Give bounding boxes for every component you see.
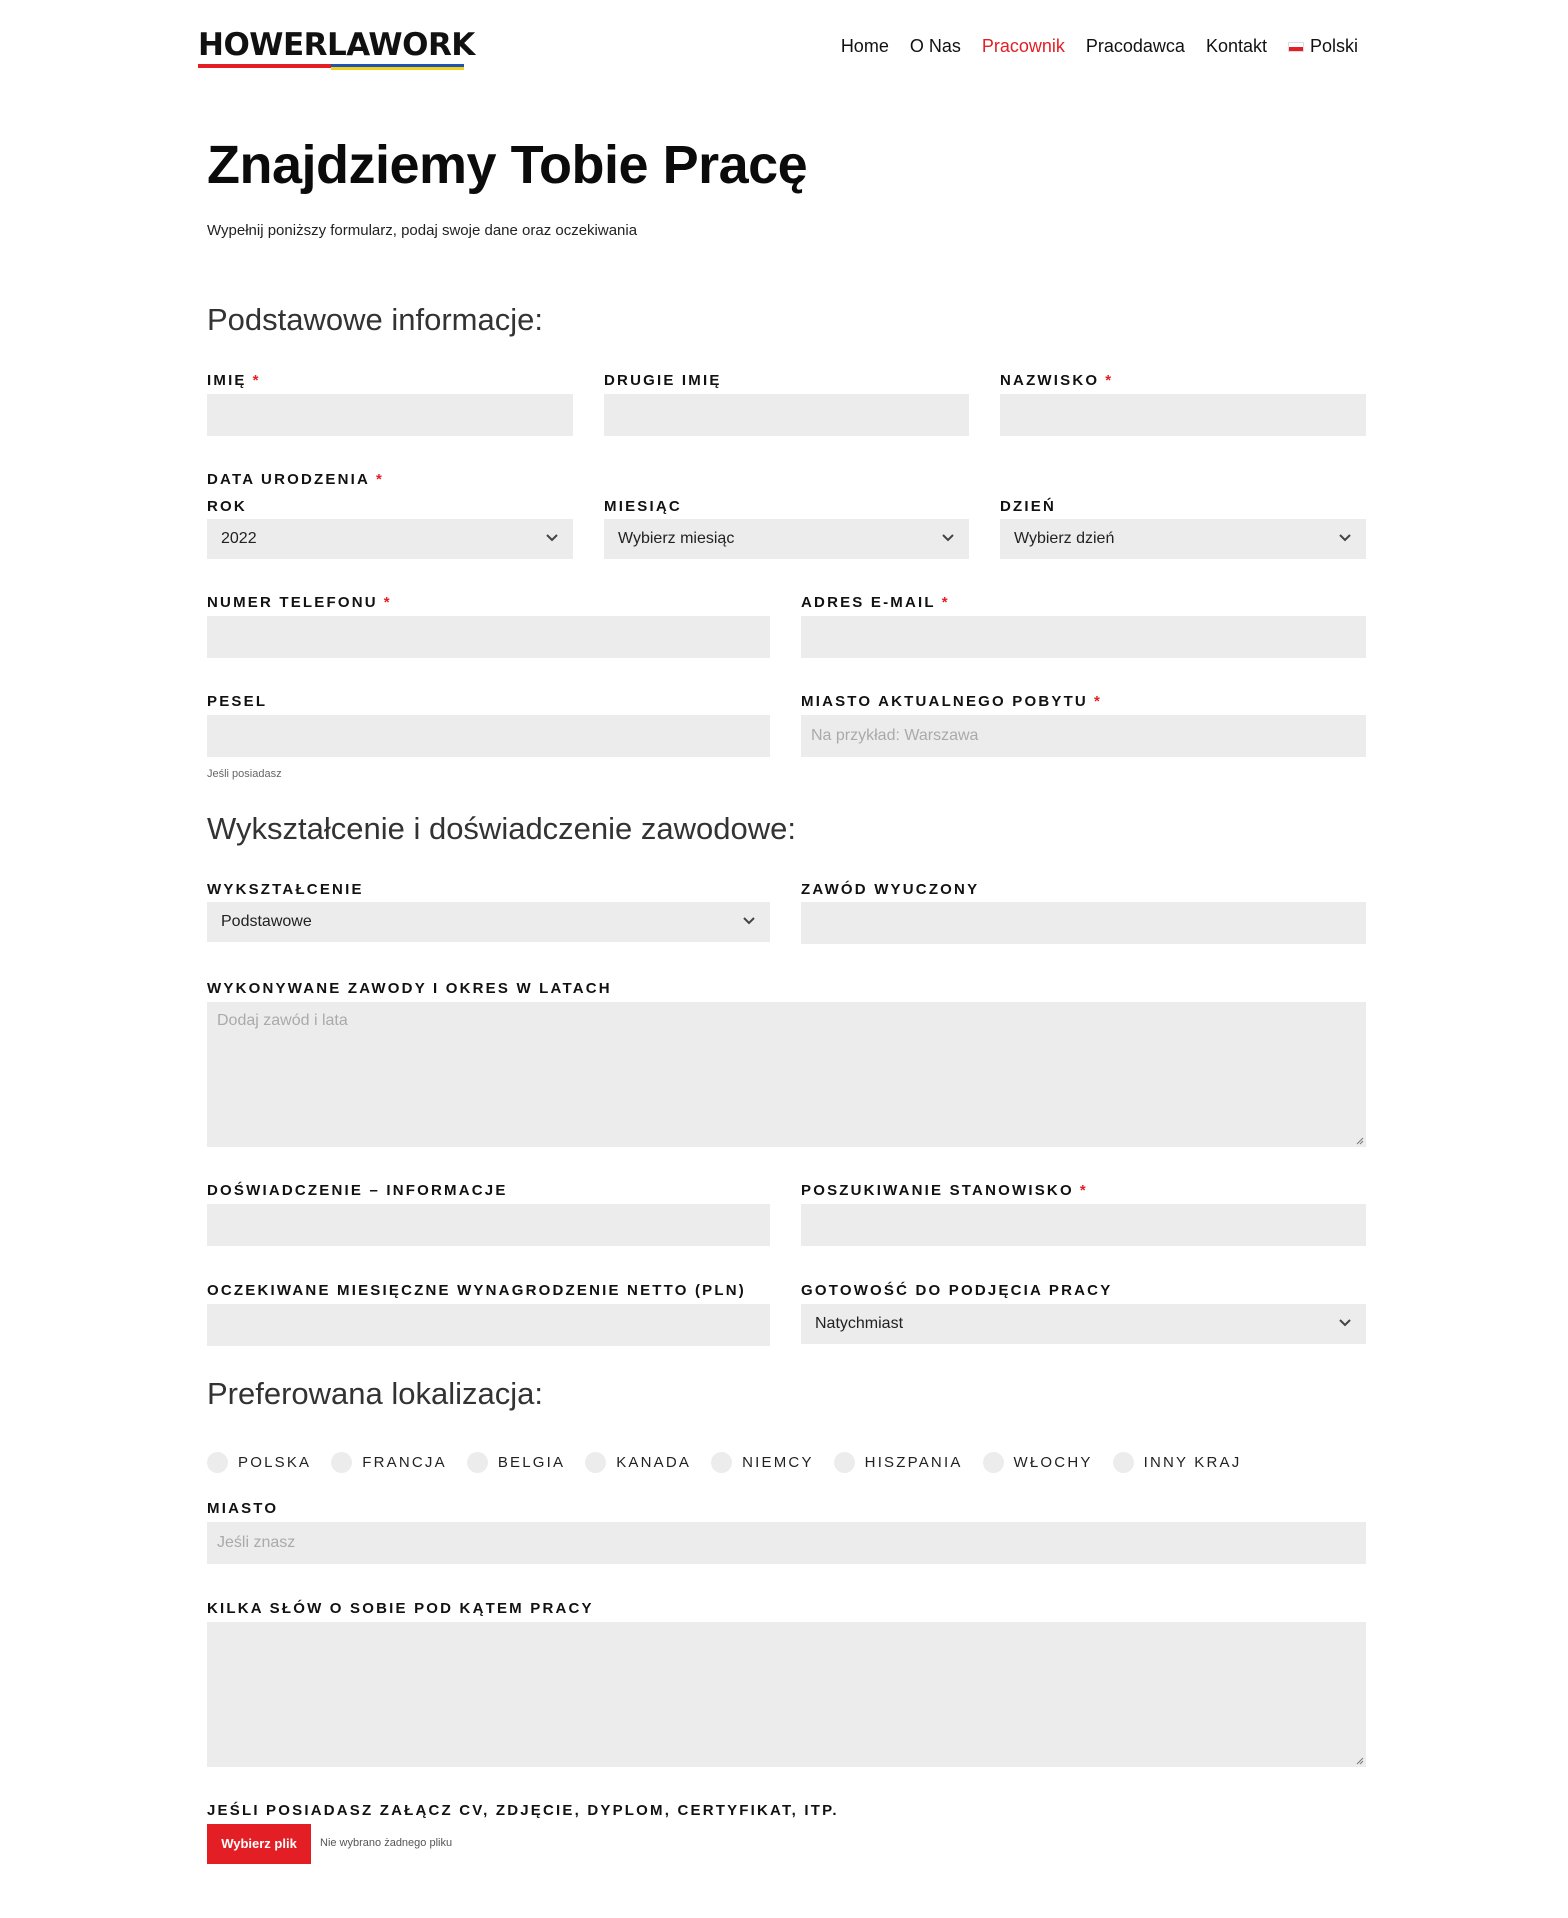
nav-o-nas[interactable]: O Nas [909,36,961,56]
year-label: ROK [207,498,247,515]
city-placeholder: Jeśli znasz [217,1534,296,1551]
radio-label: NIEMCY [742,1454,814,1471]
radio-button[interactable] [207,1452,228,1473]
radio-inny-kraj[interactable] [1113,1452,1242,1473]
phone-label-text: NUMER TELEFONU [207,594,378,611]
radio-button[interactable] [983,1452,1004,1473]
month-select[interactable] [604,519,969,559]
chevron-down-icon [1338,1316,1352,1330]
attach-label: JEŚLI POSIADASZ ZAŁĄCZ CV, ZDJĘCIE, DYPLOM, CERTYFIKAT, ITP. [207,1802,839,1819]
radio-belgia[interactable] [467,1452,565,1473]
pesel-hint: Jeśli posiadasz [207,768,282,780]
last-name-label-text: NAZWISKO [1000,372,1100,389]
radio-label: INNY KRAJ [1143,1454,1242,1471]
choose-file-button[interactable]: Wybierz plik [207,1824,311,1864]
current-city-label [801,693,1102,710]
radio-label: FRANCJA [362,1454,447,1471]
day-select[interactable] [1000,519,1366,559]
radio-button[interactable] [834,1452,855,1473]
radio-polska[interactable] [207,1452,311,1473]
logo-bar-red [198,64,331,68]
current-city-label-text: MIASTO AKTUALNEGO POBYTU [801,693,1088,710]
month-label: MIESIĄC [604,498,682,515]
nav-pracownik[interactable]: Pracownik [981,36,1065,56]
profession-label: ZAWÓD WYUCZONY [801,881,980,898]
profession-input[interactable] [801,902,1366,944]
readiness-select[interactable] [801,1304,1366,1344]
nav-language[interactable] [1288,36,1358,57]
radio-button[interactable] [467,1452,488,1473]
required-marker: * [1093,693,1103,710]
education-select[interactable] [207,902,770,942]
birth-date-label-text: DATA URODZENIA [207,471,371,488]
position-label-text: POSZUKIWANIE STANOWISKO [801,1182,1074,1199]
month-select-value: Wybierz miesiąc [618,530,735,547]
education-select-value: Podstawowe [221,913,312,930]
year-select-value: 2022 [221,530,257,547]
section-location-title: Preferowana lokalizacja: [207,1376,544,1411]
position-input[interactable] [801,1204,1366,1246]
first-name-input[interactable] [207,394,573,436]
chevron-down-icon [545,531,559,545]
radio-hiszpania[interactable] [834,1452,963,1473]
radio-label: POLSKA [238,1454,312,1471]
day-select-value: Wybierz dzień [1014,530,1115,547]
pesel-input[interactable] [207,715,770,757]
pesel-label: PESEL [207,693,268,710]
polish-flag-icon [1288,42,1304,52]
section-basic-title: Podstawowe informacje: [207,302,543,337]
year-select[interactable] [207,519,573,559]
readiness-select-value: Natychmiast [815,1315,904,1332]
nav-pracodawca[interactable]: Pracodawca [1085,36,1185,56]
page-subtitle: Wypełnij poniższy formularz, podaj swoje dane oraz oczekiwania [207,222,638,239]
day-label: DZIEŃ [1000,498,1056,515]
current-city-input[interactable] [801,715,1366,757]
radio-francja[interactable] [331,1452,447,1473]
logo[interactable] [198,26,475,70]
city-input[interactable] [207,1522,1366,1564]
first-name-label-text: IMIĘ [207,372,247,389]
radio-kanada[interactable] [585,1452,691,1473]
file-status: Nie wybrano żadnego pliku [320,1837,453,1849]
radio-wlochy[interactable] [983,1452,1093,1473]
last-name-input[interactable] [1000,394,1366,436]
second-name-label: DRUGIE IMIĘ [604,372,722,389]
country-radio-group [207,1452,1261,1473]
radio-button[interactable] [585,1452,606,1473]
experience-label: DOŚWIADCZENIE – INFORMACJE [207,1182,508,1199]
resize-grip-icon[interactable] [1354,1755,1364,1765]
birth-date-label [207,471,384,488]
jobs-years-textarea[interactable] [207,1002,1366,1147]
page-title: Znajdziemy Tobie Pracę [207,135,808,195]
radio-label: KANADA [616,1454,692,1471]
radio-button[interactable] [711,1452,732,1473]
first-name-label [207,372,261,389]
current-city-placeholder: Na przykład: Warszawa [811,727,979,744]
readiness-label: GOTOWOŚĆ DO PODJĘCIA PRACY [801,1282,1113,1299]
required-marker: * [1079,1182,1088,1199]
email-input[interactable] [801,616,1366,658]
required-marker: * [383,594,392,611]
radio-niemcy[interactable] [711,1452,814,1473]
radio-button[interactable] [1113,1452,1134,1473]
experience-input[interactable] [207,1204,770,1246]
email-label-text: ADRES E-MAIL [801,594,936,611]
about-label: KILKA SŁÓW O SOBIE POD KĄTEM PRACY [207,1600,594,1617]
nav-kontakt[interactable]: Kontakt [1205,36,1267,56]
logo-bar-yellow [331,67,464,70]
required-marker: * [252,372,261,389]
nav-language-label: Polski [1309,36,1358,56]
position-label [801,1182,1088,1199]
required-marker: * [376,471,385,488]
section-education-title: Wykształcenie i doświadczenie zawodowe: [207,811,796,846]
education-label: WYKSZTAŁCENIE [207,881,364,898]
phone-label [207,594,392,611]
chevron-down-icon [1338,531,1352,545]
salary-input[interactable] [207,1304,770,1346]
phone-input[interactable] [207,616,770,658]
required-marker: * [941,594,950,611]
radio-label: BELGIA [497,1454,566,1471]
radio-label: HISZPANIA [864,1454,963,1471]
chevron-down-icon [742,914,756,928]
resize-grip-icon[interactable] [1354,1135,1364,1145]
salary-label: OCZEKIWANE MIESIĘCZNE WYNAGRODZENIE NETTO (PLN) [207,1282,746,1299]
nav-home[interactable]: Home [840,36,889,56]
radio-label: WŁOCHY [1013,1454,1093,1471]
main-nav [820,36,1358,57]
required-marker: * [1105,372,1114,389]
jobs-years-placeholder: Dodaj zawód i lata [217,1012,348,1029]
second-name-input[interactable] [604,394,969,436]
about-textarea[interactable] [207,1622,1366,1767]
logo-text: HOWERLAWORK [198,27,475,63]
radio-button[interactable] [331,1452,352,1473]
jobs-years-label: WYKONYWANE ZAWODY I OKRES W LATACH [207,980,612,997]
city-label: MIASTO [207,1500,279,1517]
last-name-label [1000,372,1113,389]
email-label [801,594,950,611]
chevron-down-icon [941,531,955,545]
